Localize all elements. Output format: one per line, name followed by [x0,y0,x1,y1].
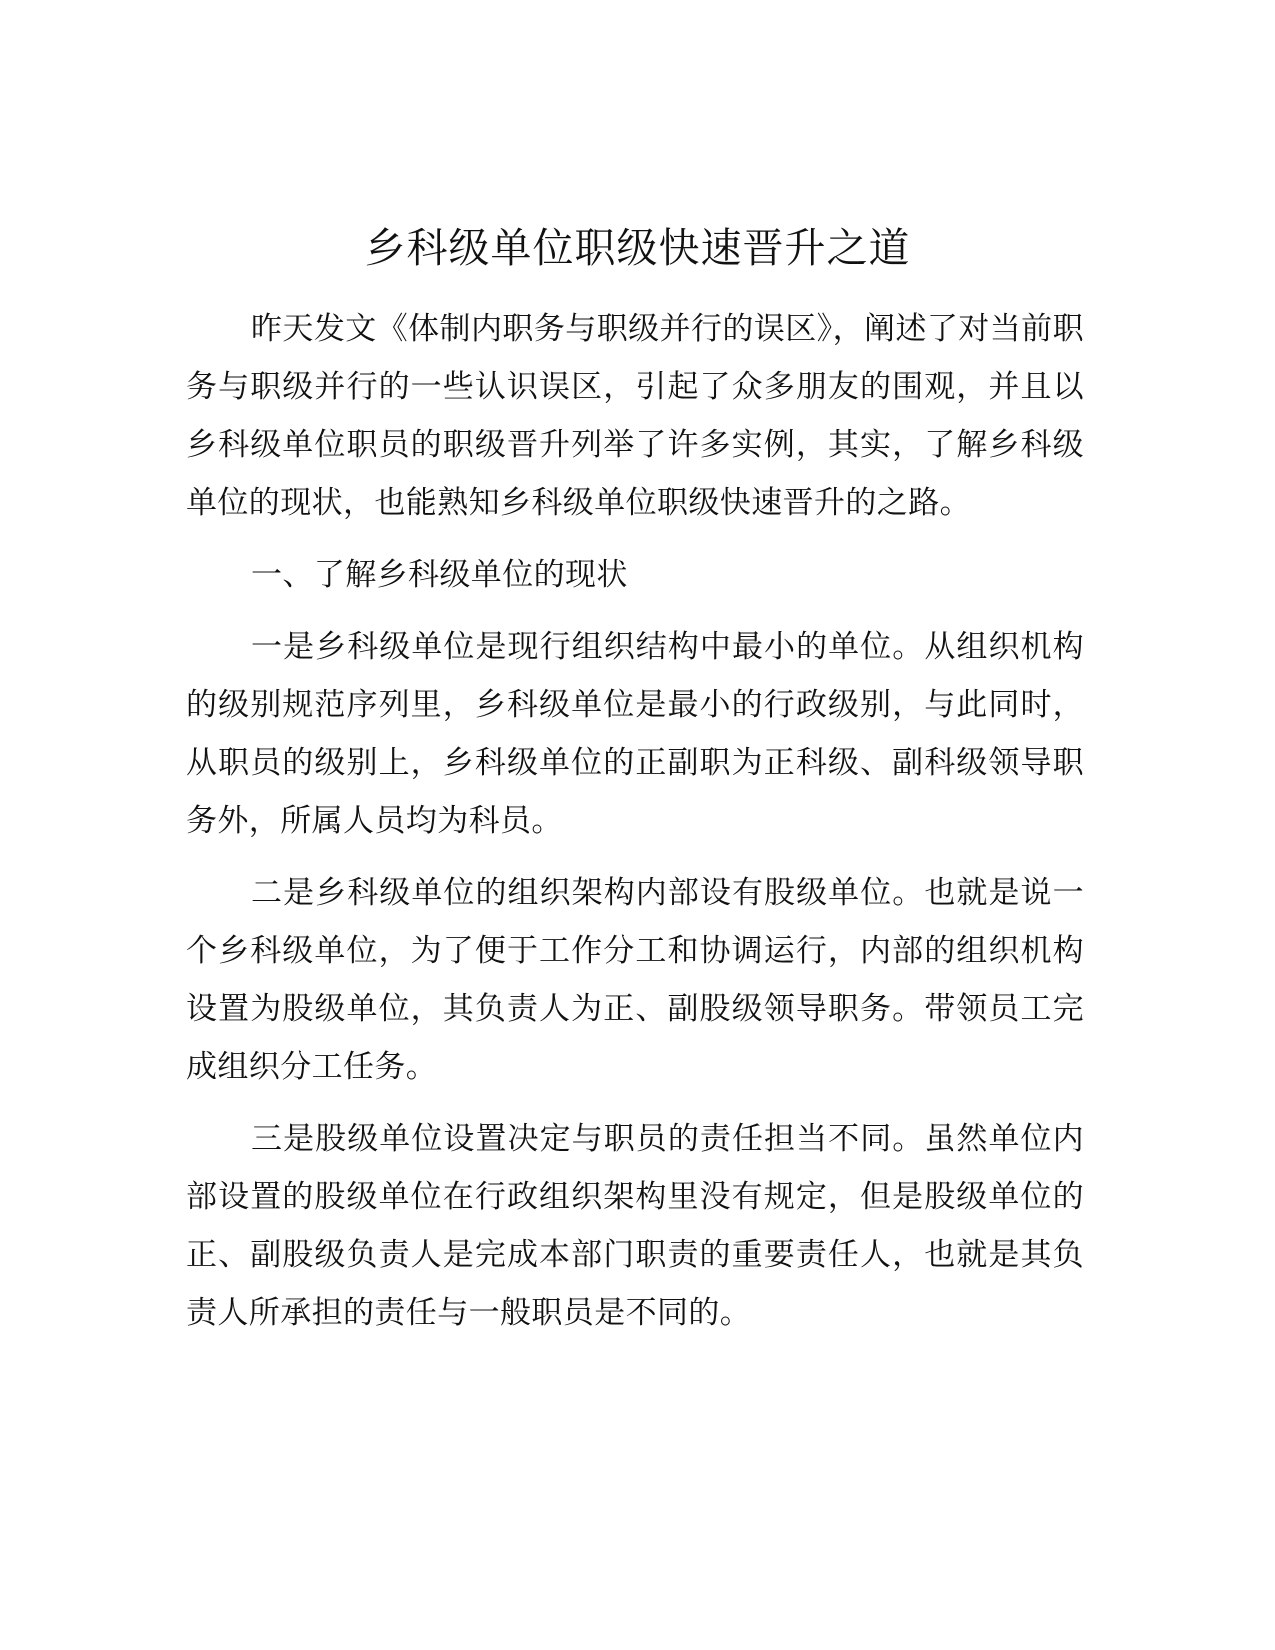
paragraph-point-one: 一是乡科级单位是现行组织结构中最小的单位。从组织机构的级别规范序列里，乡科级单位是最小的行政级别，与此同时，从职员的级别上，乡科级单位的正副职为正科级、副科级领导职务外，所属人员均为科员。 [186,629,1084,839]
document-body [186,300,1084,1356]
paragraph-intro: 昨天发文《体制内职务与职级并行的误区》，阐述了对当前职务与职级并行的一些认识误区，引起了众多朋友的围观，并且以乡科级单位职员的职级晋升列举了许多实例，其实，了解乡科级单位的现状，也能熟知乡科级单位职级快速晋升的之路。 [186,311,1084,521]
document-title: 乡科级单位职级快速晋升之道 [364,224,911,272]
paragraph-point-two: 二是乡科级单位的组织架构内部设有股级单位。也就是说一个乡科级单位，为了便于工作分工和协调运行，内部的组织机构设置为股级单位，其负责人为正、副股级领导职务。带领员工完成组织分工任务。 [186,875,1084,1085]
paragraph-point-three: 三是股级单位设置决定与职员的责任担当不同。虽然单位内部设置的股级单位在行政组织架构里没有规定，但是股级单位的正、副股级负责人是完成本部门职责的重要责任人，也就是其负责人所承担的责任与一般职员是不同的。 [186,1121,1084,1331]
section-heading: 一、了解乡科级单位的现状 [251,557,628,593]
